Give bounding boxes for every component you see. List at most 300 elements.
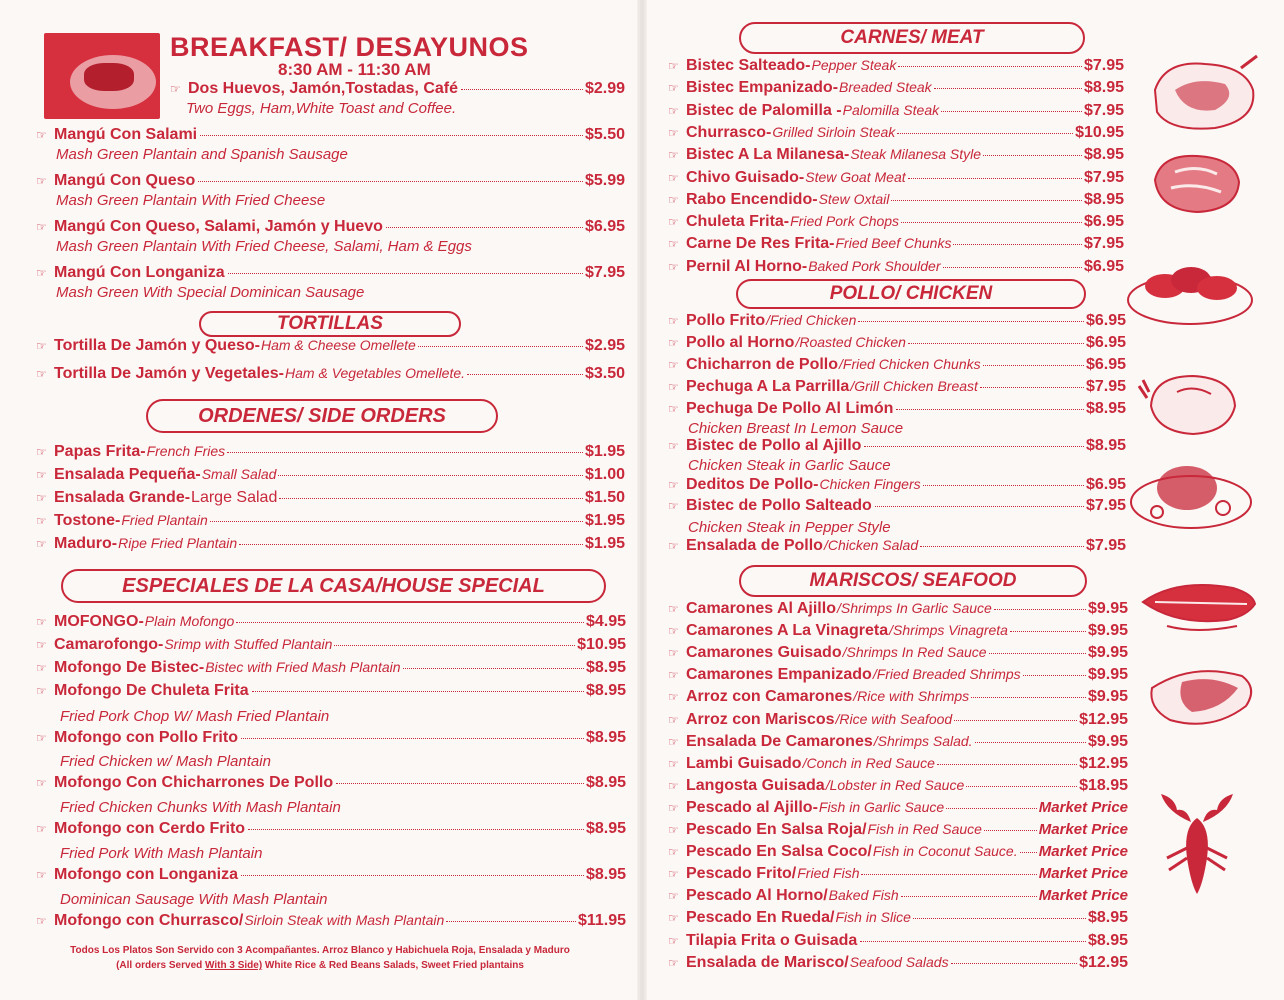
dot-leader — [1020, 852, 1037, 853]
dot-leader — [983, 155, 1082, 156]
item-name: Arroz con Camarones — [686, 688, 853, 706]
pointing-hand-icon: ☞ — [36, 468, 47, 482]
item-name: Mofongo De Bistec- — [54, 659, 205, 676]
item-description: Ripe Fried Plantain — [118, 535, 238, 551]
item-price: $5.50 — [584, 126, 625, 143]
pointing-hand-icon: ☞ — [36, 822, 47, 836]
pointing-hand-icon: ☞ — [668, 439, 679, 453]
chicken-item — [668, 378, 1126, 400]
item-price: $6.95 — [1085, 334, 1126, 351]
item-subtitle: Dominican Sausage With Mash Plantain — [60, 891, 328, 908]
item-name: Tortilla De Jamón y Vegetales- — [54, 365, 285, 382]
item-price: Market Price — [1038, 821, 1128, 838]
item-name: Langosta Guisada — [686, 776, 825, 794]
item-description: Baked Pork Shoulder — [808, 257, 941, 274]
house-special-item — [36, 820, 626, 842]
meat-item — [668, 191, 1124, 213]
item-price: $8.95 — [585, 729, 626, 746]
breakfast-title: BREAKFAST/ DESAYUNOS — [170, 32, 529, 62]
dot-leader — [278, 475, 583, 476]
pointing-hand-icon: ☞ — [668, 499, 679, 513]
item-name: Mofongo De Chuleta Frita — [54, 682, 249, 699]
chicken-header: POLLO/ CHICKEN — [736, 279, 1086, 309]
breakfast-item — [36, 126, 625, 148]
dot-leader — [891, 200, 1082, 201]
pointing-hand-icon: ☞ — [36, 367, 47, 381]
item-name: Bistec Salteado- — [686, 57, 811, 74]
seafood-item — [668, 688, 1128, 710]
dot-leader — [920, 546, 1084, 547]
page-fold — [637, 0, 647, 1000]
house-special-item — [36, 659, 626, 681]
dot-leader — [913, 918, 1086, 919]
pointing-hand-icon: ☞ — [668, 845, 679, 860]
pointing-hand-icon: ☞ — [668, 646, 679, 661]
tortilla-item — [36, 365, 625, 387]
item-price: $6.95 — [1085, 312, 1126, 329]
footer-note-b: With 3 Side) — [205, 960, 263, 971]
item-name: Dos Huevos, Jamón,Tostadas, Café — [188, 80, 458, 97]
item-name: Pollo al Horno — [686, 334, 795, 351]
item-name: Pescado En Salsa Roja/ — [686, 821, 867, 838]
house-special-header: ESPECIALES DE LA CASA/HOUSE SPECIAL — [61, 569, 606, 603]
fish-illustration — [1137, 568, 1262, 638]
breakfast-item — [36, 264, 625, 286]
side-order-item — [36, 535, 625, 557]
item-name: Camarones Empanizado — [686, 666, 872, 684]
house-special-item — [36, 774, 626, 796]
item-price: Market Price — [1038, 798, 1128, 816]
pointing-hand-icon: ☞ — [36, 128, 47, 142]
seafood-item — [668, 821, 1128, 843]
dot-leader — [934, 88, 1082, 89]
dot-leader — [461, 89, 583, 90]
item-name: Camarones Guisado — [686, 644, 842, 662]
meat-item — [668, 124, 1124, 146]
item-name: Pescado En Rueda/ — [686, 909, 835, 927]
item-name: Mofongo Con Chicharrones De Pollo — [54, 774, 334, 791]
item-description: /Fried Breaded Shrimps — [872, 666, 1021, 683]
item-name: Chuleta Frita- — [686, 213, 790, 231]
pointing-hand-icon: ☞ — [668, 402, 679, 416]
house-special-item — [36, 729, 626, 751]
item-name: Pescado al Ajillo- — [686, 798, 818, 816]
item-name: Pernil Al Horno- — [686, 257, 808, 275]
item-description: /Rice with Shrimps — [853, 688, 970, 705]
item-price: $7.95 — [1083, 235, 1124, 253]
house-special-item — [36, 866, 626, 888]
item-price: $1.50 — [584, 489, 625, 506]
item-price: $9.95 — [1087, 688, 1128, 706]
item-price: $5.99 — [584, 172, 625, 189]
item-description: Steak Milanesa Style — [850, 146, 982, 163]
item-price: $2.99 — [584, 80, 625, 97]
item-name: Ensalada de Marisco/ — [686, 953, 849, 971]
item-description: Pepper Steak — [811, 57, 897, 73]
tortilla-item — [36, 337, 625, 359]
pointing-hand-icon: ☞ — [36, 638, 47, 652]
item-description: Breaded Steak — [839, 79, 932, 96]
lobster-tail-illustration — [1142, 658, 1262, 748]
chicken-item — [668, 334, 1126, 356]
item-name: Bistec de Palomilla - — [686, 101, 842, 119]
item-price: $8.95 — [585, 866, 626, 883]
dot-leader — [248, 829, 584, 830]
dot-leader — [228, 273, 583, 274]
item-price: $8.95 — [1083, 79, 1124, 97]
item-name: Mangú Con Queso, Salami, Jamón y Huevo — [54, 218, 383, 235]
meat-item — [668, 146, 1124, 168]
item-description: /Shrimps In Red Sauce — [842, 644, 987, 661]
item-description: Fish in Coconut Sauce. — [872, 843, 1018, 860]
chicken-item — [668, 537, 1126, 559]
item-name: Mangú Con Queso — [54, 172, 196, 189]
breakfast-hours: 8:30 AM - 11:30 AM — [278, 60, 431, 79]
item-price: $8.95 — [1087, 909, 1128, 927]
pointing-hand-icon: ☞ — [668, 756, 679, 771]
dot-leader — [901, 222, 1082, 223]
pointing-hand-icon: ☞ — [668, 237, 679, 252]
item-price: $3.50 — [584, 365, 625, 382]
pointing-hand-icon: ☞ — [36, 661, 47, 675]
item-price: $1.00 — [584, 466, 625, 483]
pointing-hand-icon: ☞ — [668, 955, 679, 970]
item-price: $7.95 — [1085, 497, 1126, 514]
dot-leader — [861, 874, 1036, 875]
item-description: /Conch in Red Sauce — [802, 754, 935, 771]
side-order-item — [36, 512, 625, 534]
item-price: $8.95 — [1083, 146, 1124, 164]
item-description: Ham & Vegetables Omellete. — [285, 365, 466, 381]
dot-leader — [198, 181, 583, 182]
pointing-hand-icon: ☞ — [36, 514, 47, 528]
item-price: $4.95 — [585, 613, 626, 630]
chicken-item — [668, 400, 1126, 422]
item-description: /Roasted Chicken — [795, 334, 906, 350]
dot-leader — [241, 738, 584, 739]
item-price: $8.95 — [1087, 931, 1128, 949]
item-description: Fried Plantain — [121, 512, 208, 528]
item-description: Srimp with Stuffed Plantain — [164, 636, 333, 652]
item-price: $9.95 — [1087, 666, 1128, 684]
item-name: Churrasco- — [686, 123, 772, 141]
item-description: /Shrimps In Garlic Sauce — [836, 600, 992, 616]
item-name: Mofongo con Longaniza — [54, 866, 238, 883]
pointing-hand-icon: ☞ — [668, 800, 679, 815]
item-description: /Chicken Salad — [823, 537, 919, 553]
dot-leader — [937, 764, 1077, 765]
pointing-hand-icon: ☞ — [36, 445, 47, 459]
breakfast-item — [36, 172, 625, 194]
dot-leader — [858, 321, 1084, 322]
item-description: Seafood Salads — [849, 953, 949, 970]
seafood-item — [668, 865, 1128, 887]
pointing-hand-icon: ☞ — [170, 82, 181, 96]
breakfast-item — [170, 80, 625, 102]
dot-leader — [279, 498, 583, 499]
chicken-item — [668, 497, 1126, 519]
item-name: Papas Frita- — [54, 443, 146, 460]
meat-item — [668, 213, 1124, 235]
pointing-hand-icon: ☞ — [668, 125, 679, 140]
side-orders-header: ORDENES/ SIDE ORDERS — [146, 399, 498, 433]
meat-item — [668, 169, 1124, 191]
dot-leader — [252, 691, 584, 692]
dot-leader — [908, 343, 1084, 344]
item-description: Fish in Garlic Sauce — [818, 798, 945, 815]
seafood-item — [668, 887, 1128, 909]
item-subtitle: Fried Chicken Chunks With Mash Plantain — [60, 799, 341, 816]
meat-item — [668, 102, 1124, 124]
chicken-wings-illustration — [1125, 250, 1255, 330]
seafood-header: MARISCOS/ SEAFOOD — [739, 565, 1087, 597]
dot-leader — [336, 783, 584, 784]
item-name: Ensalada De Camarones — [686, 732, 873, 750]
pointing-hand-icon: ☞ — [36, 776, 47, 790]
item-name: Chicharron de Pollo — [686, 356, 839, 373]
dot-leader — [946, 808, 1037, 809]
item-name: Carne De Res Frita- — [686, 235, 835, 253]
item-price: $10.95 — [577, 636, 626, 653]
meat-header: CARNES/ MEAT — [739, 22, 1085, 54]
seafood-item — [668, 666, 1128, 688]
item-description: Fish in Red Sauce — [867, 821, 982, 837]
item-name: Camarones Al Ajillo — [686, 600, 836, 617]
item-name: Mangú Con Salami — [54, 126, 198, 143]
house-special-item — [36, 613, 626, 635]
seafood-item — [668, 644, 1128, 666]
item-description: Bistec with Fried Mash Plantain — [205, 659, 401, 675]
item-name: Deditos De Pollo- — [686, 476, 819, 493]
dot-leader — [908, 178, 1082, 179]
meat-item — [668, 79, 1124, 101]
dot-leader — [334, 645, 575, 646]
pointing-hand-icon: ☞ — [668, 911, 679, 926]
pointing-hand-icon: ☞ — [36, 537, 47, 551]
item-subtitle: Chicken Breast In Lemon Sauce — [688, 420, 904, 437]
pointing-hand-icon: ☞ — [668, 314, 679, 328]
item-name: Ensalada Grande- — [54, 489, 191, 506]
item-price: $1.95 — [584, 535, 625, 552]
dot-leader — [951, 963, 1077, 964]
pointing-hand-icon: ☞ — [668, 712, 679, 727]
dot-leader — [943, 267, 1082, 268]
dot-leader — [875, 506, 1084, 507]
dot-leader — [860, 941, 1086, 942]
dot-leader — [1023, 675, 1086, 676]
item-price: $9.95 — [1087, 644, 1128, 662]
item-name: Pescado Frito/ — [686, 865, 797, 883]
item-price: $1.95 — [584, 443, 625, 460]
item-price: $7.95 — [584, 264, 625, 281]
house-special-item — [36, 912, 626, 934]
pointing-hand-icon: ☞ — [668, 539, 679, 553]
item-description: Fried Fish — [797, 865, 860, 882]
meat-item — [668, 258, 1124, 280]
dot-leader — [897, 133, 1073, 134]
dot-leader — [984, 830, 1037, 831]
footer-note-english — [40, 960, 600, 971]
item-name: Ensalada de Pollo — [686, 537, 823, 554]
item-description: /Lobster in Red Sauce — [825, 776, 965, 793]
item-name: Mangú Con Longaniza — [54, 264, 225, 281]
seafood-item — [668, 600, 1128, 622]
pointing-hand-icon: ☞ — [668, 336, 679, 350]
meat-item — [668, 57, 1124, 79]
seafood-item — [668, 755, 1128, 777]
dot-leader — [901, 896, 1037, 897]
item-description: /Shrimps Salad. — [873, 732, 973, 749]
item-price: $9.95 — [1087, 600, 1128, 617]
item-name: Chivo Guisado- — [686, 168, 805, 186]
item-price: $6.95 — [1083, 257, 1124, 275]
item-name: Pescado En Salsa Coco/ — [686, 843, 872, 861]
dot-leader — [1010, 631, 1086, 632]
pointing-hand-icon: ☞ — [668, 867, 679, 882]
dot-leader — [241, 875, 584, 876]
item-price: Market Price — [1038, 843, 1128, 861]
dot-leader — [403, 668, 584, 669]
dot-leader — [210, 521, 583, 522]
pointing-hand-icon: ☞ — [36, 266, 47, 280]
item-price: $9.95 — [1087, 622, 1128, 640]
pointing-hand-icon: ☞ — [668, 624, 679, 639]
item-description: Fried Beef Chunks — [835, 235, 952, 252]
seafood-item — [668, 843, 1128, 865]
dot-leader — [941, 111, 1082, 112]
pointing-hand-icon: ☞ — [668, 148, 679, 163]
item-description: Stew Oxtail — [818, 190, 890, 207]
pointing-hand-icon: ☞ — [668, 192, 679, 207]
item-subtitle: Two Eggs, Ham,White Toast and Coffee. — [186, 100, 457, 117]
item-price: $12.95 — [1079, 754, 1128, 772]
dot-leader — [975, 742, 1086, 743]
item-description: /Fried Chicken Chunks — [839, 356, 981, 372]
item-name: Bistec Empanizado- — [686, 79, 839, 97]
item-name: Pechuga De Pollo Al Limón — [686, 400, 894, 417]
item-price: $10.95 — [1075, 123, 1124, 141]
pointing-hand-icon: ☞ — [668, 59, 679, 73]
dot-leader — [864, 446, 1084, 447]
item-price: $7.95 — [1083, 168, 1124, 186]
item-name: Arroz con Mariscos — [686, 710, 835, 728]
item-name: Mofongo con Cerdo Frito — [54, 820, 246, 837]
item-name: Mofongo con Churrasco/ — [54, 912, 244, 929]
item-price: $18.95 — [1079, 776, 1128, 794]
item-price: $6.95 — [584, 218, 625, 235]
dot-leader — [446, 921, 576, 922]
item-subtitle: Fried Pork Chop W/ Mash Fried Plantain — [60, 708, 330, 725]
dot-leader — [239, 544, 583, 545]
pointing-hand-icon: ☞ — [668, 478, 679, 492]
meat-item — [668, 235, 1124, 257]
item-name: MOFONGO- — [54, 613, 144, 630]
seafood-item — [668, 799, 1128, 821]
item-price: $7.95 — [1083, 101, 1124, 119]
dot-leader — [236, 622, 584, 623]
pointing-hand-icon: ☞ — [668, 690, 679, 705]
dot-leader — [994, 609, 1086, 610]
item-name: Lambi Guisado — [686, 754, 802, 772]
dot-leader — [954, 720, 1077, 721]
item-name: Tilapia Frita o Guisada — [686, 931, 858, 949]
seafood-item — [668, 777, 1128, 799]
dot-leader — [989, 653, 1086, 654]
item-name: Tortilla De Jamón y Queso- — [54, 337, 260, 354]
pointing-hand-icon: ☞ — [668, 380, 679, 394]
pointing-hand-icon: ☞ — [36, 220, 47, 234]
pointing-hand-icon: ☞ — [36, 339, 47, 353]
item-name: Pollo Frito — [686, 312, 766, 329]
item-price: $1.95 — [584, 512, 625, 529]
item-price: $8.95 — [585, 682, 626, 699]
item-name: Ensalada Pequeña- — [54, 466, 201, 483]
dot-leader — [966, 786, 1077, 787]
dot-leader — [227, 452, 583, 453]
seafood-item — [668, 954, 1128, 976]
house-special-item — [36, 682, 626, 704]
item-price: $11.95 — [577, 912, 626, 929]
item-price: $7.95 — [1083, 57, 1124, 74]
item-name: Pescado Al Horno/ — [686, 887, 828, 905]
item-subtitle: Chicken Steak in Pepper Style — [688, 519, 891, 536]
item-price: $8.95 — [1083, 190, 1124, 208]
pointing-hand-icon: ☞ — [668, 933, 679, 948]
seafood-item — [668, 932, 1128, 954]
item-name: Maduro- — [54, 535, 118, 552]
dot-leader — [896, 409, 1084, 410]
seafood-item — [668, 711, 1128, 733]
item-name: Pechuga A La Parrilla — [686, 378, 850, 395]
item-description: Palomilla Steak — [842, 101, 940, 118]
item-subtitle: Chicken Steak in Garlic Sauce — [688, 457, 891, 474]
item-subtitle: Mash Green Plantain and Spanish Sausage — [56, 146, 348, 163]
dot-leader — [983, 365, 1084, 366]
footer-note-c: White Rice & Red Beans Salads, Sweet Fried plantains — [262, 960, 524, 971]
footer-note-spanish: Todos Los Platos Son Servido con 3 Acompañantes. Arroz Blanco y Habichuela Roja, Ensalada y Maduro — [70, 945, 570, 956]
pointing-hand-icon: ☞ — [668, 778, 679, 793]
pointing-hand-icon: ☞ — [668, 602, 679, 616]
pointing-hand-icon: ☞ — [668, 259, 679, 274]
item-price: Market Price — [1038, 887, 1128, 905]
item-description: Sirloin Steak with Mash Plantain — [244, 912, 445, 928]
item-name: Bistec de Pollo Salteado — [686, 497, 872, 514]
item-price: $8.95 — [585, 774, 626, 791]
item-price: $8.95 — [1085, 400, 1126, 417]
item-price: $6.95 — [1085, 476, 1126, 493]
dot-leader — [923, 485, 1084, 486]
item-price: $8.95 — [585, 659, 626, 676]
dot-leader — [467, 374, 583, 375]
pointing-hand-icon: ☞ — [36, 491, 47, 505]
side-order-item — [36, 443, 625, 465]
breakfast-photo — [44, 33, 160, 119]
item-description: Large Salad — [191, 489, 278, 506]
item-name: Camarones A La Vinagreta — [686, 622, 889, 640]
item-name: Bistec A La Milanesa- — [686, 146, 850, 164]
item-description: Stew Goat Meat — [805, 168, 906, 185]
item-subtitle: Fried Pork With Mash Plantain — [60, 845, 263, 862]
item-price: $6.95 — [1083, 213, 1124, 231]
dot-leader — [200, 135, 583, 136]
pointing-hand-icon: ☞ — [36, 868, 47, 882]
pointing-hand-icon: ☞ — [668, 103, 679, 118]
pointing-hand-icon: ☞ — [36, 731, 47, 745]
item-price: $12.95 — [1079, 953, 1128, 971]
pointing-hand-icon: ☞ — [36, 174, 47, 188]
item-price: Market Price — [1038, 865, 1128, 883]
pointing-hand-icon: ☞ — [668, 170, 679, 185]
